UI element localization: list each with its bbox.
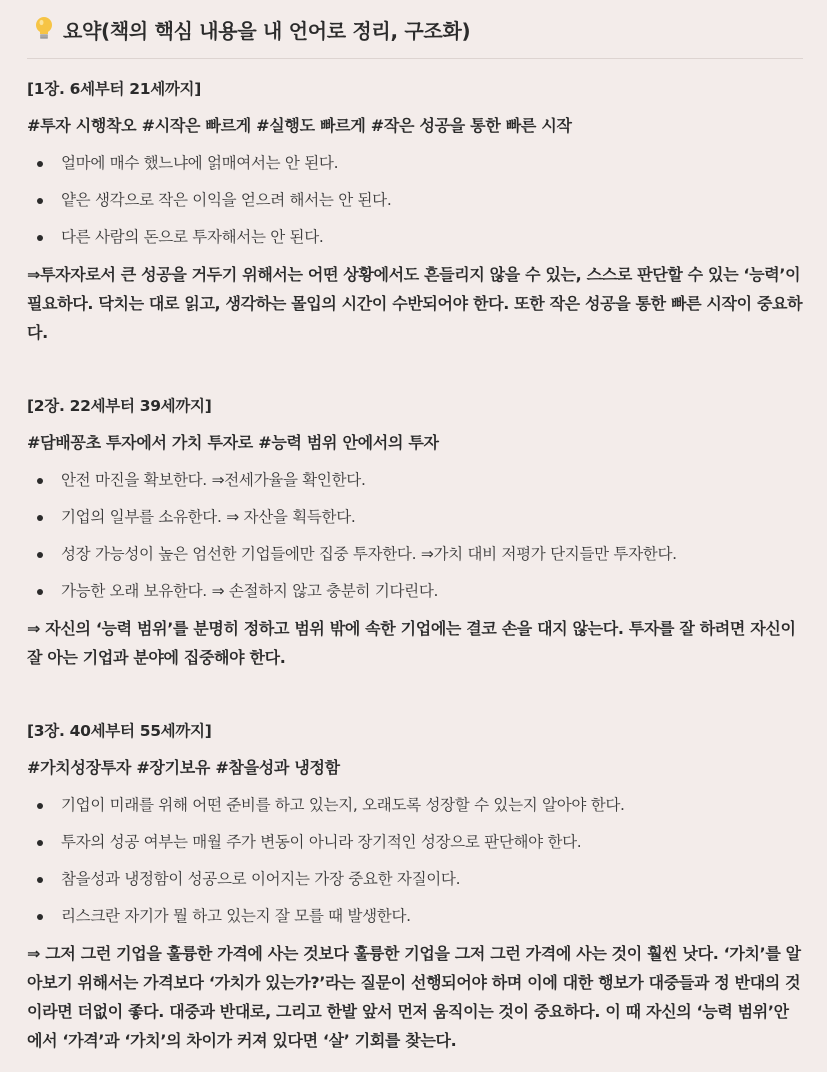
- list-item: [27, 499, 803, 536]
- list-item: [27, 861, 803, 898]
- list-item-text: 가능한 오래 보유한다. ⇒ 손절하지 않고 충분히 기다린다.: [61, 582, 439, 600]
- hashtag-line: #투자 시행착오 #시작은 빠르게 #실행도 빠르게 #작은 성공을 통한 빠른 시작: [27, 116, 572, 135]
- list-item: [27, 182, 803, 219]
- summary-header: [27, 0, 803, 59]
- list-item: [27, 536, 803, 573]
- conclusion-paragraph: ⇒ 그저 그런 기업을 훌륭한 가격에 사는 것보다 훌륭한 기업을 그저 그런 가격에 사는 것이 훨씬 낫다. ‘가치’를 알아보기 위해서는 가격보다 ‘가치가 있는가?’라는 질문이 선행되어야 하며 이에 대한 행보가 대중들과 정 반대의 것이라면 더없이 좋다. 대중과 반대로, 그리고 한발 앞서 먼저 움직이는 것이 중요하다. 이 때 자신의 ‘능력 범위’안에서 ‘가격’과 ‘가치’의 차이가 커져 있다면 ‘살’ 기회를 찾는다.: [27, 944, 801, 1050]
- bullet-dot: [37, 552, 43, 558]
- bullet-dot: [37, 235, 43, 241]
- bullet-dot: [37, 161, 43, 167]
- list-item-text: 얼마에 매수 했느냐에 얽매여서는 안 된다.: [61, 154, 339, 172]
- list-item-text: 기업의 일부를 소유한다. ⇒ 자산을 획득한다.: [61, 508, 356, 526]
- list-item-text: 성장 가능성이 높은 엄선한 기업들에만 집중 투자한다. ⇒가치 대비 저평가 단지들만 투자한다.: [61, 545, 677, 563]
- chapter-3-section: [27, 718, 803, 1055]
- list-item-text: 안전 마진을 확보한다. ⇒전세가율을 확인한다.: [61, 471, 366, 489]
- bullet-dot: [37, 914, 43, 920]
- chapter-heading: [1장. 6세부터 21세까지]: [27, 80, 201, 98]
- list-item: [27, 898, 803, 935]
- chapter-2-section: [27, 393, 803, 672]
- lightbulb-icon: [33, 15, 55, 43]
- bullet-dot: [37, 198, 43, 204]
- list-item: [27, 573, 803, 610]
- list-item-text: 투자의 성공 여부는 매월 주가 변동이 아니라 장기적인 성장으로 판단해야 한다.: [61, 833, 582, 851]
- bullet-dot: [37, 478, 43, 484]
- key-points-list: [27, 462, 803, 610]
- bullet-dot: [37, 877, 43, 883]
- chapter-1-section: [27, 76, 803, 347]
- list-item: [27, 787, 803, 824]
- key-points-list: [27, 787, 803, 935]
- bullet-dot: [37, 589, 43, 595]
- list-item: [27, 462, 803, 499]
- list-item: [27, 219, 803, 256]
- list-item-text: 기업이 미래를 위해 어떤 준비를 하고 있는지, 오래도록 성장할 수 있는지 알아야 한다.: [61, 796, 625, 814]
- list-item-text: 다른 사람의 돈으로 투자해서는 안 된다.: [61, 228, 324, 246]
- bullet-dot: [37, 803, 43, 809]
- list-item: [27, 145, 803, 182]
- list-item: [27, 824, 803, 861]
- bullet-dot: [37, 840, 43, 846]
- page-title: 요약(책의 핵심 내용을 내 언어로 정리, 구조화): [63, 18, 471, 43]
- chapter-heading: [3장. 40세부터 55세까지]: [27, 722, 212, 740]
- conclusion-paragraph: ⇒투자자로서 큰 성공을 거두기 위해서는 어떤 상황에서도 흔들리지 않을 수 있는, 스스로 판단할 수 있는 ‘능력’이 필요하다. 닥치는 대로 읽고, 생각하는 몰입의 시간이 수반되어야 한다. 또한 작은 성공을 통한 빠른 시작이 중요하다.: [27, 265, 803, 342]
- bullet-dot: [37, 515, 43, 521]
- hashtag-line: #담배꽁초 투자에서 가치 투자로 #능력 범위 안에서의 투자: [27, 433, 439, 452]
- list-item-text: 얕은 생각으로 작은 이익을 얻으려 해서는 안 된다.: [61, 191, 392, 209]
- key-points-list: [27, 145, 803, 256]
- conclusion-paragraph: ⇒ 자신의 ‘능력 범위’를 분명히 정하고 범위 밖에 속한 기업에는 결코 손을 대지 않는다. 투자를 잘 하려면 자신이 잘 아는 기업과 분야에 집중해야 한다.: [27, 619, 796, 667]
- list-item-text: 참을성과 냉정함이 성공으로 이어지는 가장 중요한 자질이다.: [61, 870, 461, 888]
- hashtag-line: #가치성장투자 #장기보유 #참을성과 냉정함: [27, 758, 340, 777]
- chapter-heading: [2장. 22세부터 39세까지]: [27, 397, 212, 415]
- list-item-text: 리스크란 자기가 뭘 하고 있는지 잘 모를 때 발생한다.: [61, 907, 411, 925]
